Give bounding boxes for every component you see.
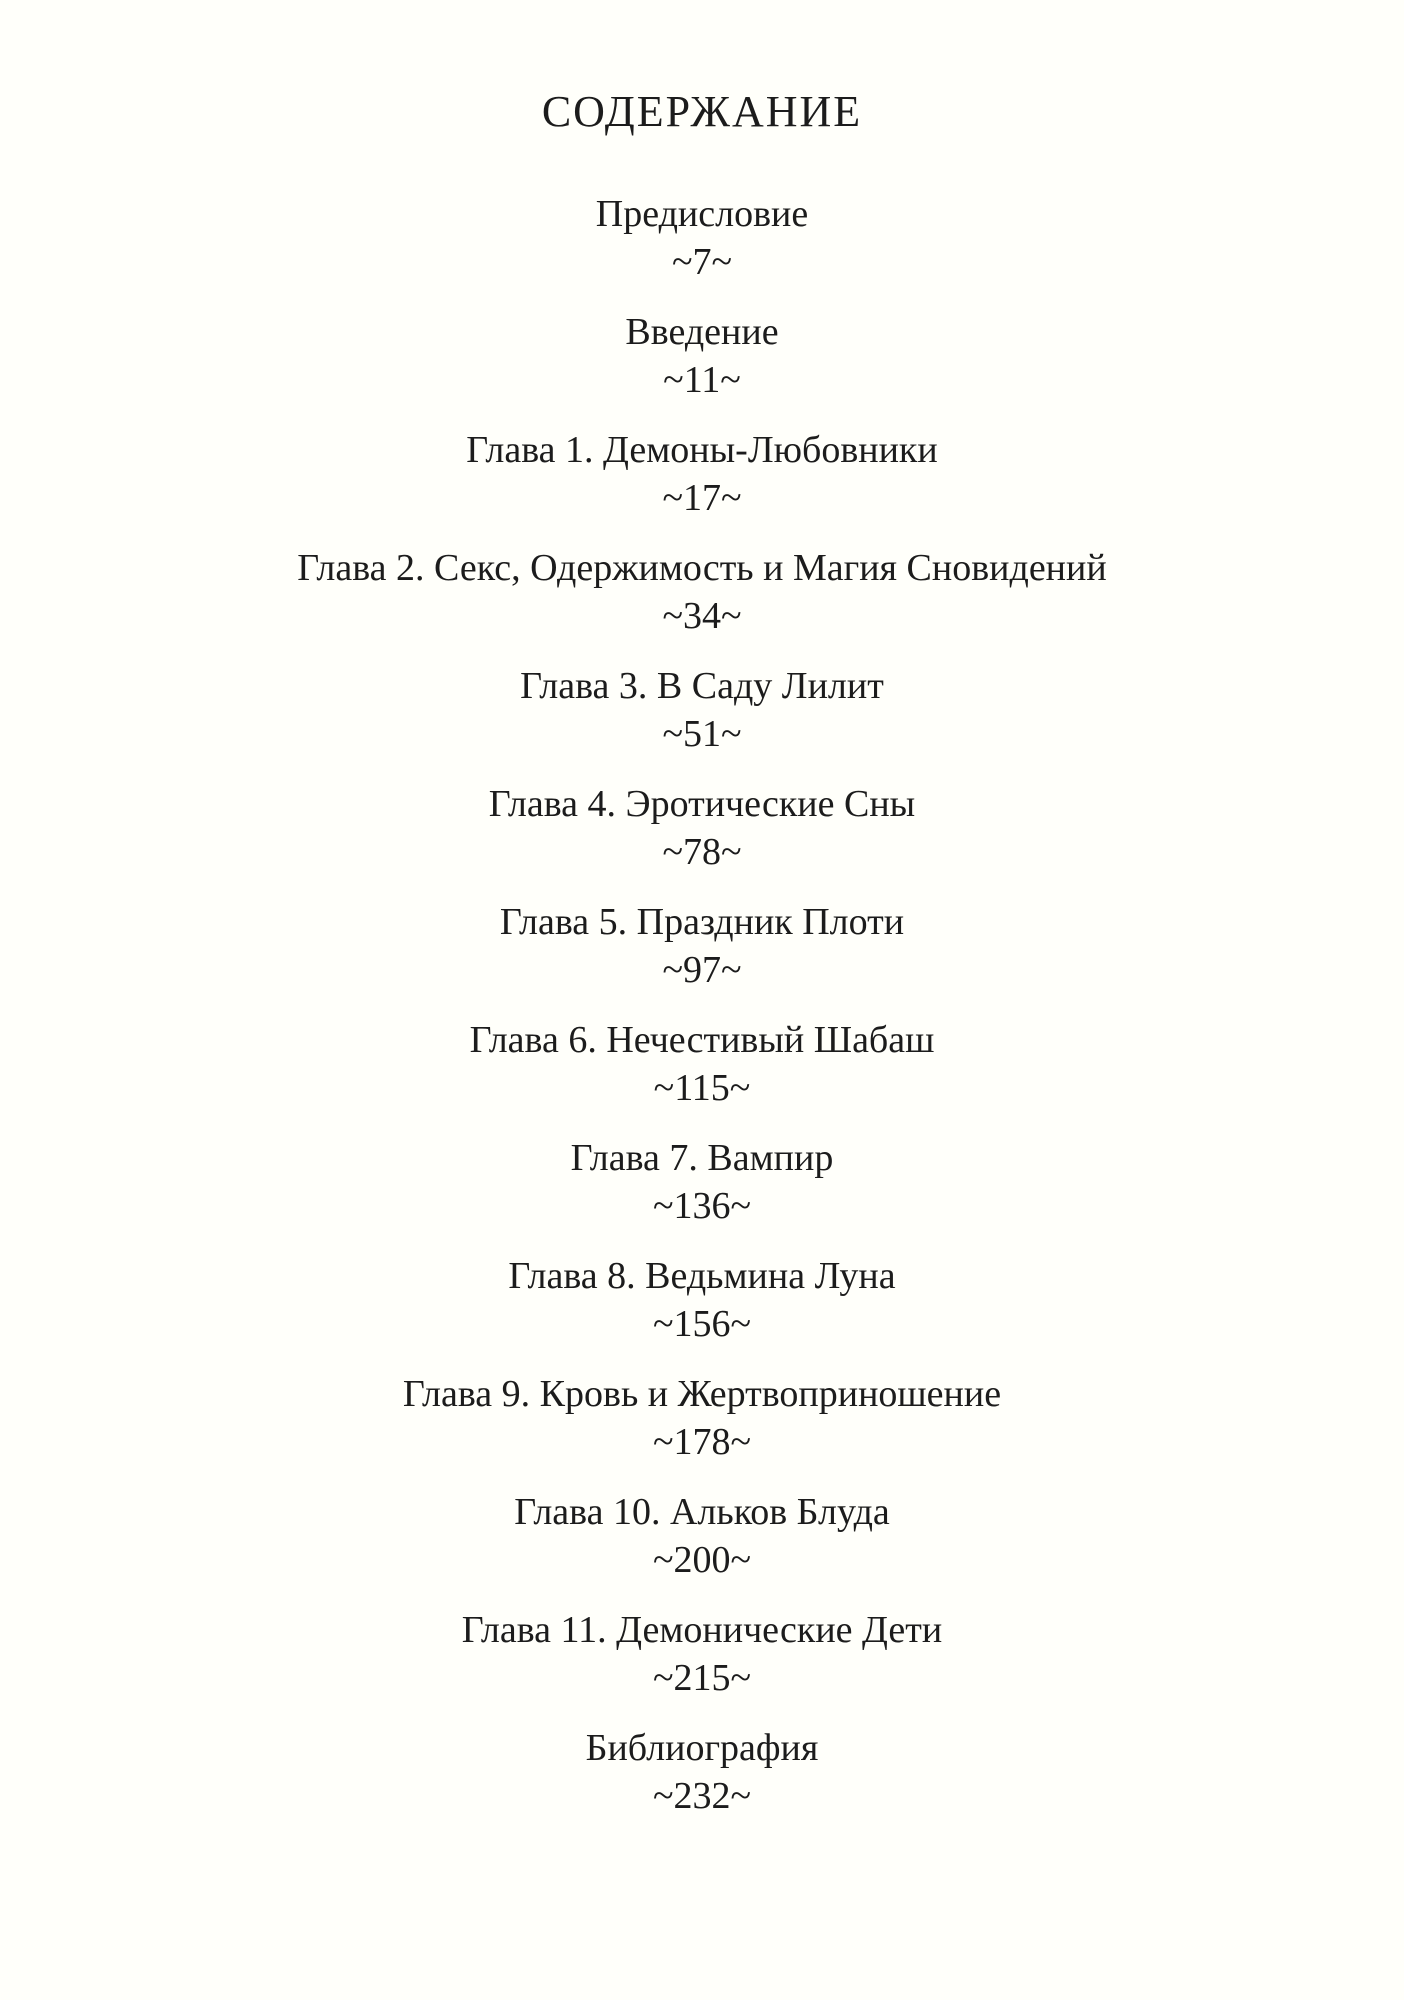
toc-entry-chapter-4 (0, 780, 1404, 898)
toc-entry-chapter-2 (0, 544, 1404, 662)
toc-entry-title: Глава 8. Ведьмина Луна (508, 1255, 896, 1297)
toc-entry-page: ~115~ (653, 1067, 751, 1109)
toc-entry-preface (0, 190, 1404, 308)
toc-entry-page: ~97~ (662, 949, 742, 991)
toc-entry-title: Глава 7. Вампир (570, 1137, 834, 1179)
toc-entry-title: Глава 1. Демоны-Любовники (466, 429, 938, 471)
toc-entry-page: ~215~ (652, 1657, 752, 1699)
toc-entry-page: ~156~ (652, 1303, 752, 1345)
toc-entry-page: ~78~ (662, 831, 742, 873)
toc-entry-title: Глава 3. В Саду Лилит (520, 665, 884, 707)
toc-entry-page: ~34~ (662, 595, 742, 637)
toc-entry-page: ~11~ (663, 359, 741, 401)
toc-entry-chapter-1 (0, 426, 1404, 544)
toc-entry-chapter-9 (0, 1370, 1404, 1488)
toc-entry-chapter-11 (0, 1606, 1404, 1724)
toc-entry-title: Введение (625, 311, 779, 353)
toc-entry-chapter-7 (0, 1134, 1404, 1252)
toc-entry-page: ~17~ (662, 477, 742, 519)
toc-entry-chapter-5 (0, 898, 1404, 1016)
toc-entry-title: Библиография (585, 1727, 819, 1769)
toc-entry-page: ~51~ (662, 713, 742, 755)
toc-entry-chapter-10 (0, 1488, 1404, 1606)
toc-entry-title: Глава 10. Альков Блуда (514, 1491, 890, 1533)
toc-list (0, 190, 1404, 1842)
toc-entry-page: ~7~ (671, 241, 733, 283)
toc-entry-page: ~200~ (652, 1539, 752, 1581)
toc-entry-title: Глава 5. Праздник Плоти (499, 901, 905, 943)
toc-entry-title: Глава 6. Нечестивый Шабаш (469, 1019, 935, 1061)
toc-heading: СОДЕРЖАНИЕ (541, 87, 863, 136)
toc-entry-chapter-3 (0, 662, 1404, 780)
toc-entry-title: Предисловие (595, 193, 809, 235)
toc-entry-introduction (0, 308, 1404, 426)
toc-entry-title: Глава 4. Эротические Сны (488, 783, 916, 825)
toc-entry-chapter-6 (0, 1016, 1404, 1134)
toc-entry-page: ~178~ (652, 1421, 752, 1463)
toc-entry-chapter-8 (0, 1252, 1404, 1370)
toc-entry-page: ~136~ (652, 1185, 752, 1227)
toc-entry-title: Глава 9. Кровь и Жертвоприношение (402, 1373, 1002, 1415)
toc-entry-page: ~232~ (652, 1775, 752, 1817)
toc-entry-bibliography (0, 1724, 1404, 1842)
toc-entry-title: Глава 2. Секс, Одержимость и Магия Сновидений (297, 547, 1107, 589)
toc-entry-title: Глава 11. Демонические Дети (461, 1609, 943, 1651)
